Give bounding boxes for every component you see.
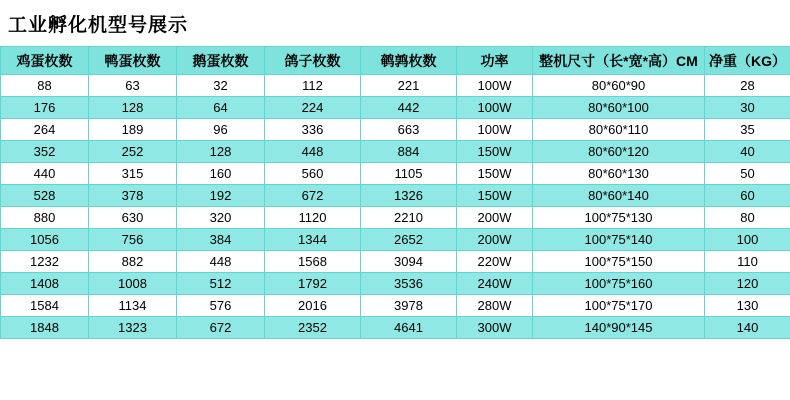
cell-duck-eggs: 882 <box>89 251 177 273</box>
cell-chicken-eggs: 880 <box>1 207 89 229</box>
cell-power: 240W <box>457 273 533 295</box>
cell-chicken-eggs: 1232 <box>1 251 89 273</box>
cell-goose-eggs: 512 <box>177 273 265 295</box>
cell-power: 150W <box>457 185 533 207</box>
cell-duck-eggs: 1008 <box>89 273 177 295</box>
cell-pigeon-eggs: 336 <box>265 119 361 141</box>
cell-power: 100W <box>457 119 533 141</box>
cell-quail-eggs: 3978 <box>361 295 457 317</box>
cell-dimensions: 100*75*160 <box>533 273 705 295</box>
cell-quail-eggs: 1105 <box>361 163 457 185</box>
cell-pigeon-eggs: 448 <box>265 141 361 163</box>
cell-net-weight: 80 <box>705 207 790 229</box>
cell-chicken-eggs: 1408 <box>1 273 89 295</box>
cell-quail-eggs: 3536 <box>361 273 457 295</box>
cell-net-weight: 100 <box>705 229 790 251</box>
cell-chicken-eggs: 352 <box>1 141 89 163</box>
cell-pigeon-eggs: 112 <box>265 75 361 97</box>
cell-chicken-eggs: 1056 <box>1 229 89 251</box>
cell-power: 150W <box>457 141 533 163</box>
cell-dimensions: 100*75*150 <box>533 251 705 273</box>
cell-net-weight: 120 <box>705 273 790 295</box>
cell-chicken-eggs: 1584 <box>1 295 89 317</box>
cell-dimensions: 140*90*145 <box>533 317 705 339</box>
table-row <box>1 295 790 317</box>
cell-chicken-eggs: 176 <box>1 97 89 119</box>
cell-quail-eggs: 884 <box>361 141 457 163</box>
cell-net-weight: 130 <box>705 295 790 317</box>
cell-quail-eggs: 2210 <box>361 207 457 229</box>
cell-net-weight: 30 <box>705 97 790 119</box>
cell-power: 280W <box>457 295 533 317</box>
cell-goose-eggs: 320 <box>177 207 265 229</box>
cell-net-weight: 60 <box>705 185 790 207</box>
cell-quail-eggs: 221 <box>361 75 457 97</box>
column-header-dimensions: 整机尺寸（长*宽*高）CM <box>533 47 705 75</box>
cell-pigeon-eggs: 1792 <box>265 273 361 295</box>
cell-duck-eggs: 315 <box>89 163 177 185</box>
cell-duck-eggs: 252 <box>89 141 177 163</box>
column-header-duck-eggs: 鸭蛋枚数 <box>89 47 177 75</box>
cell-power: 150W <box>457 163 533 185</box>
cell-goose-eggs: 192 <box>177 185 265 207</box>
cell-chicken-eggs: 440 <box>1 163 89 185</box>
table-row <box>1 317 790 339</box>
table-row <box>1 119 790 141</box>
cell-pigeon-eggs: 224 <box>265 97 361 119</box>
cell-quail-eggs: 1326 <box>361 185 457 207</box>
table-row <box>1 251 790 273</box>
cell-dimensions: 80*60*110 <box>533 119 705 141</box>
cell-dimensions: 80*60*130 <box>533 163 705 185</box>
cell-net-weight: 35 <box>705 119 790 141</box>
cell-dimensions: 80*60*100 <box>533 97 705 119</box>
header-row <box>1 47 790 75</box>
cell-net-weight: 50 <box>705 163 790 185</box>
cell-pigeon-eggs: 1344 <box>265 229 361 251</box>
cell-net-weight: 40 <box>705 141 790 163</box>
cell-net-weight: 28 <box>705 75 790 97</box>
cell-dimensions: 100*75*130 <box>533 207 705 229</box>
column-header-net-weight: 净重（KG） <box>705 47 790 75</box>
cell-dimensions: 80*60*120 <box>533 141 705 163</box>
cell-goose-eggs: 448 <box>177 251 265 273</box>
cell-chicken-eggs: 1848 <box>1 317 89 339</box>
cell-dimensions: 100*75*170 <box>533 295 705 317</box>
cell-pigeon-eggs: 2016 <box>265 295 361 317</box>
cell-power: 220W <box>457 251 533 273</box>
cell-chicken-eggs: 528 <box>1 185 89 207</box>
cell-dimensions: 80*60*90 <box>533 75 705 97</box>
cell-power: 200W <box>457 229 533 251</box>
cell-goose-eggs: 672 <box>177 317 265 339</box>
table-header <box>1 47 790 75</box>
cell-power: 100W <box>457 97 533 119</box>
cell-chicken-eggs: 264 <box>1 119 89 141</box>
table-row <box>1 163 790 185</box>
cell-duck-eggs: 128 <box>89 97 177 119</box>
cell-net-weight: 140 <box>705 317 790 339</box>
cell-net-weight: 110 <box>705 251 790 273</box>
cell-pigeon-eggs: 1568 <box>265 251 361 273</box>
cell-goose-eggs: 128 <box>177 141 265 163</box>
column-header-pigeon-eggs: 鸽子枚数 <box>265 47 361 75</box>
cell-power: 200W <box>457 207 533 229</box>
cell-pigeon-eggs: 1120 <box>265 207 361 229</box>
incubator-spec-table <box>0 46 790 339</box>
page-title: 工业孵化机型号展示 <box>8 15 189 36</box>
cell-goose-eggs: 576 <box>177 295 265 317</box>
cell-pigeon-eggs: 560 <box>265 163 361 185</box>
cell-duck-eggs: 1323 <box>89 317 177 339</box>
cell-quail-eggs: 4641 <box>361 317 457 339</box>
cell-dimensions: 80*60*140 <box>533 185 705 207</box>
column-header-quail-eggs: 鹌鹑枚数 <box>361 47 457 75</box>
cell-quail-eggs: 2652 <box>361 229 457 251</box>
cell-quail-eggs: 3094 <box>361 251 457 273</box>
table-row <box>1 273 790 295</box>
cell-duck-eggs: 756 <box>89 229 177 251</box>
cell-goose-eggs: 96 <box>177 119 265 141</box>
table-row <box>1 207 790 229</box>
cell-duck-eggs: 630 <box>89 207 177 229</box>
cell-pigeon-eggs: 2352 <box>265 317 361 339</box>
table-row <box>1 141 790 163</box>
table-row <box>1 185 790 207</box>
cell-goose-eggs: 160 <box>177 163 265 185</box>
table-row <box>1 229 790 251</box>
cell-goose-eggs: 384 <box>177 229 265 251</box>
column-header-power: 功率 <box>457 47 533 75</box>
table-row <box>1 75 790 97</box>
table-body <box>1 75 790 339</box>
cell-quail-eggs: 442 <box>361 97 457 119</box>
cell-pigeon-eggs: 672 <box>265 185 361 207</box>
cell-quail-eggs: 663 <box>361 119 457 141</box>
cell-power: 300W <box>457 317 533 339</box>
cell-goose-eggs: 32 <box>177 75 265 97</box>
cell-duck-eggs: 189 <box>89 119 177 141</box>
cell-chicken-eggs: 88 <box>1 75 89 97</box>
cell-duck-eggs: 378 <box>89 185 177 207</box>
cell-duck-eggs: 1134 <box>89 295 177 317</box>
cell-dimensions: 100*75*140 <box>533 229 705 251</box>
table-row <box>1 97 790 119</box>
cell-duck-eggs: 63 <box>89 75 177 97</box>
column-header-goose-eggs: 鹅蛋枚数 <box>177 47 265 75</box>
column-header-chicken-eggs: 鸡蛋枚数 <box>1 47 89 75</box>
cell-goose-eggs: 64 <box>177 97 265 119</box>
cell-power: 100W <box>457 75 533 97</box>
